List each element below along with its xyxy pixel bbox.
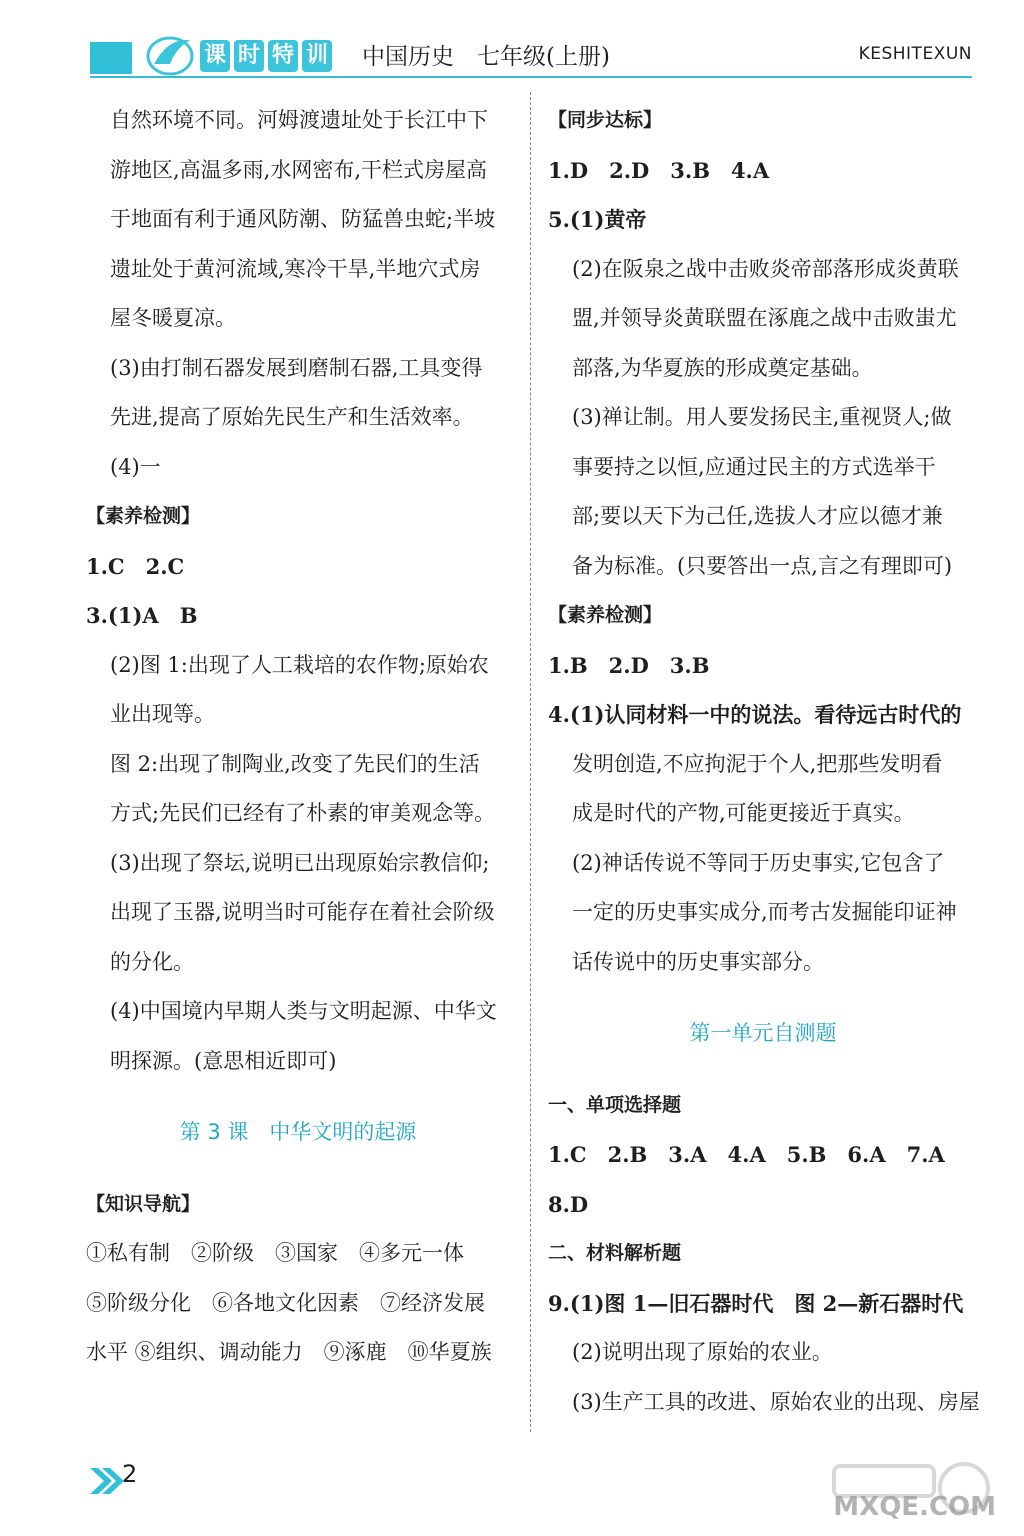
page-number: 2 bbox=[122, 1460, 138, 1488]
brand-char: 课 bbox=[200, 40, 230, 72]
answer-line: ⑤阶级分化 ⑥各地文化因素 ⑦经济发展 bbox=[86, 1290, 485, 1315]
answer-line: 部;要以天下为己任,选拔人才应以德才兼 bbox=[572, 504, 943, 528]
left-column bbox=[86, 96, 510, 1378]
section-heading: 【同步达标】 bbox=[548, 109, 663, 131]
answer-line: 水平 ⑧组织、调动能力 ⑨涿鹿 ⑩华夏族 bbox=[86, 1340, 492, 1364]
answer-line: (3)由打制石器发展到磨制石器,工具变得 bbox=[110, 355, 483, 380]
answer-line: 5.(1)黄帝 bbox=[548, 207, 647, 232]
answer-line: (2)在阪泉之战中击败炎帝部落形成炎黄联 bbox=[572, 256, 959, 281]
answer-line: (2)图 1:出现了人工栽培的农作物;原始农 bbox=[110, 652, 489, 677]
answer-line: 话传说中的历史事实部分。 bbox=[572, 949, 824, 974]
answer-line: 盟,并领导炎黄联盟在涿鹿之战中击败蚩尤 bbox=[572, 306, 957, 330]
answer-line: (3)出现了祭坛,说明已出现原始宗教信仰; bbox=[110, 850, 490, 875]
section-heading: 一、单项选择题 bbox=[548, 1093, 682, 1116]
header-rule bbox=[90, 76, 972, 78]
unit-test-title: 第一单元自测题 bbox=[689, 1021, 837, 1045]
answer-line: 游地区,高温多雨,水网密布,干栏式房屋高 bbox=[110, 157, 488, 182]
answer-line: ①私有制 ②阶级 ③国家 ④多元一体 bbox=[86, 1241, 464, 1265]
answer-line: 3.(1)A B bbox=[86, 603, 198, 628]
watermark-text: MXQE.COM bbox=[833, 1492, 996, 1522]
subject-title: 中国历史 七年级(上册) bbox=[362, 44, 610, 70]
page-header bbox=[0, 0, 1024, 90]
column-divider bbox=[530, 92, 531, 1432]
answer-line: 备为标准。(只要答出一点,言之有理即可) bbox=[572, 553, 953, 578]
section-heading: 【素养检测】 bbox=[548, 604, 663, 626]
brand-pinyin: KESHITEXUN bbox=[858, 44, 972, 64]
answer-line: 于地面有利于通风防潮、防猛兽虫蛇;半坡 bbox=[110, 207, 496, 231]
answer-line: 屋冬暖夏凉。 bbox=[110, 306, 236, 330]
answer-line: 自然环境不同。河姆渡遗址处于长江中下 bbox=[110, 108, 488, 132]
brand-char: 训 bbox=[302, 40, 332, 72]
answer-line: (2)神话传说不等同于历史事实,它包含了 bbox=[572, 850, 945, 875]
answer-line: 一定的历史事实成分,而考古发掘能印证神 bbox=[572, 900, 957, 924]
answer-line: 先进,提高了原始先民生产和生活效率。 bbox=[110, 405, 474, 429]
answer-line: 8.D bbox=[548, 1191, 589, 1217]
section-heading: 二、材料解析题 bbox=[548, 1242, 682, 1264]
brand-char: 时 bbox=[234, 40, 264, 72]
answer-line: 图 2:出现了制陶业,改变了先民们的生活 bbox=[110, 751, 480, 776]
lesson-title: 第 3 课 中华文明的起源 bbox=[179, 1120, 417, 1144]
answer-line: 明探源。(意思相近即可) bbox=[110, 1048, 337, 1073]
answer-line: 1.B 2.D 3.B bbox=[548, 652, 710, 678]
answer-line: 1.C 2.C bbox=[86, 553, 185, 579]
answer-line: (2)说明出现了原始的农业。 bbox=[572, 1340, 833, 1364]
answer-line: 4.(1)认同材料一中的说法。看待远古时代的 bbox=[548, 702, 962, 727]
brand-char: 特 bbox=[268, 40, 298, 72]
answer-line: 遗址处于黄河流域,寒冷干旱,半地穴式房 bbox=[110, 256, 481, 281]
answer-line: 1.D 2.D 3.B 4.A bbox=[548, 157, 770, 183]
answer-line: (4)中国境内早期人类与文明起源、中华文 bbox=[110, 999, 497, 1023]
answer-line: (4)一 bbox=[110, 454, 161, 479]
brand-name bbox=[200, 40, 332, 72]
section-heading: 【素养检测】 bbox=[86, 505, 201, 527]
answer-line: 1.C 2.B 3.A 4.A 5.B 6.A 7.A bbox=[548, 1142, 945, 1167]
section-heading: 【知识导航】 bbox=[86, 1192, 201, 1215]
answer-line: 发明创造,不应拘泥于个人,把那些发明看 bbox=[572, 751, 943, 776]
right-column bbox=[548, 96, 978, 1427]
answer-line: 方式;先民们已经有了朴素的审美观念等。 bbox=[110, 801, 496, 825]
answer-line: (3)生产工具的改进、原始农业的出现、房屋 bbox=[572, 1389, 980, 1414]
answer-line: 业出现等。 bbox=[110, 702, 215, 726]
answer-line: 部落,为华夏族的形成奠定基础。 bbox=[572, 355, 873, 380]
answer-line: 的分化。 bbox=[110, 949, 194, 974]
brand-logo-icon bbox=[140, 30, 200, 80]
answer-line: (3)禅让制。用人要发扬民主,重视贤人;做 bbox=[572, 405, 952, 429]
header-color-block bbox=[90, 42, 132, 74]
answer-line: 9.(1)图 1—旧石器时代 图 2—新石器时代 bbox=[548, 1290, 964, 1316]
answer-line: 事要持之以恒,应通过民主的方式选举干 bbox=[572, 454, 936, 479]
answer-line: 成是时代的产物,可能更接近于真实。 bbox=[572, 801, 915, 825]
answer-line: 出现了玉器,说明当时可能存在着社会阶级 bbox=[110, 900, 495, 924]
